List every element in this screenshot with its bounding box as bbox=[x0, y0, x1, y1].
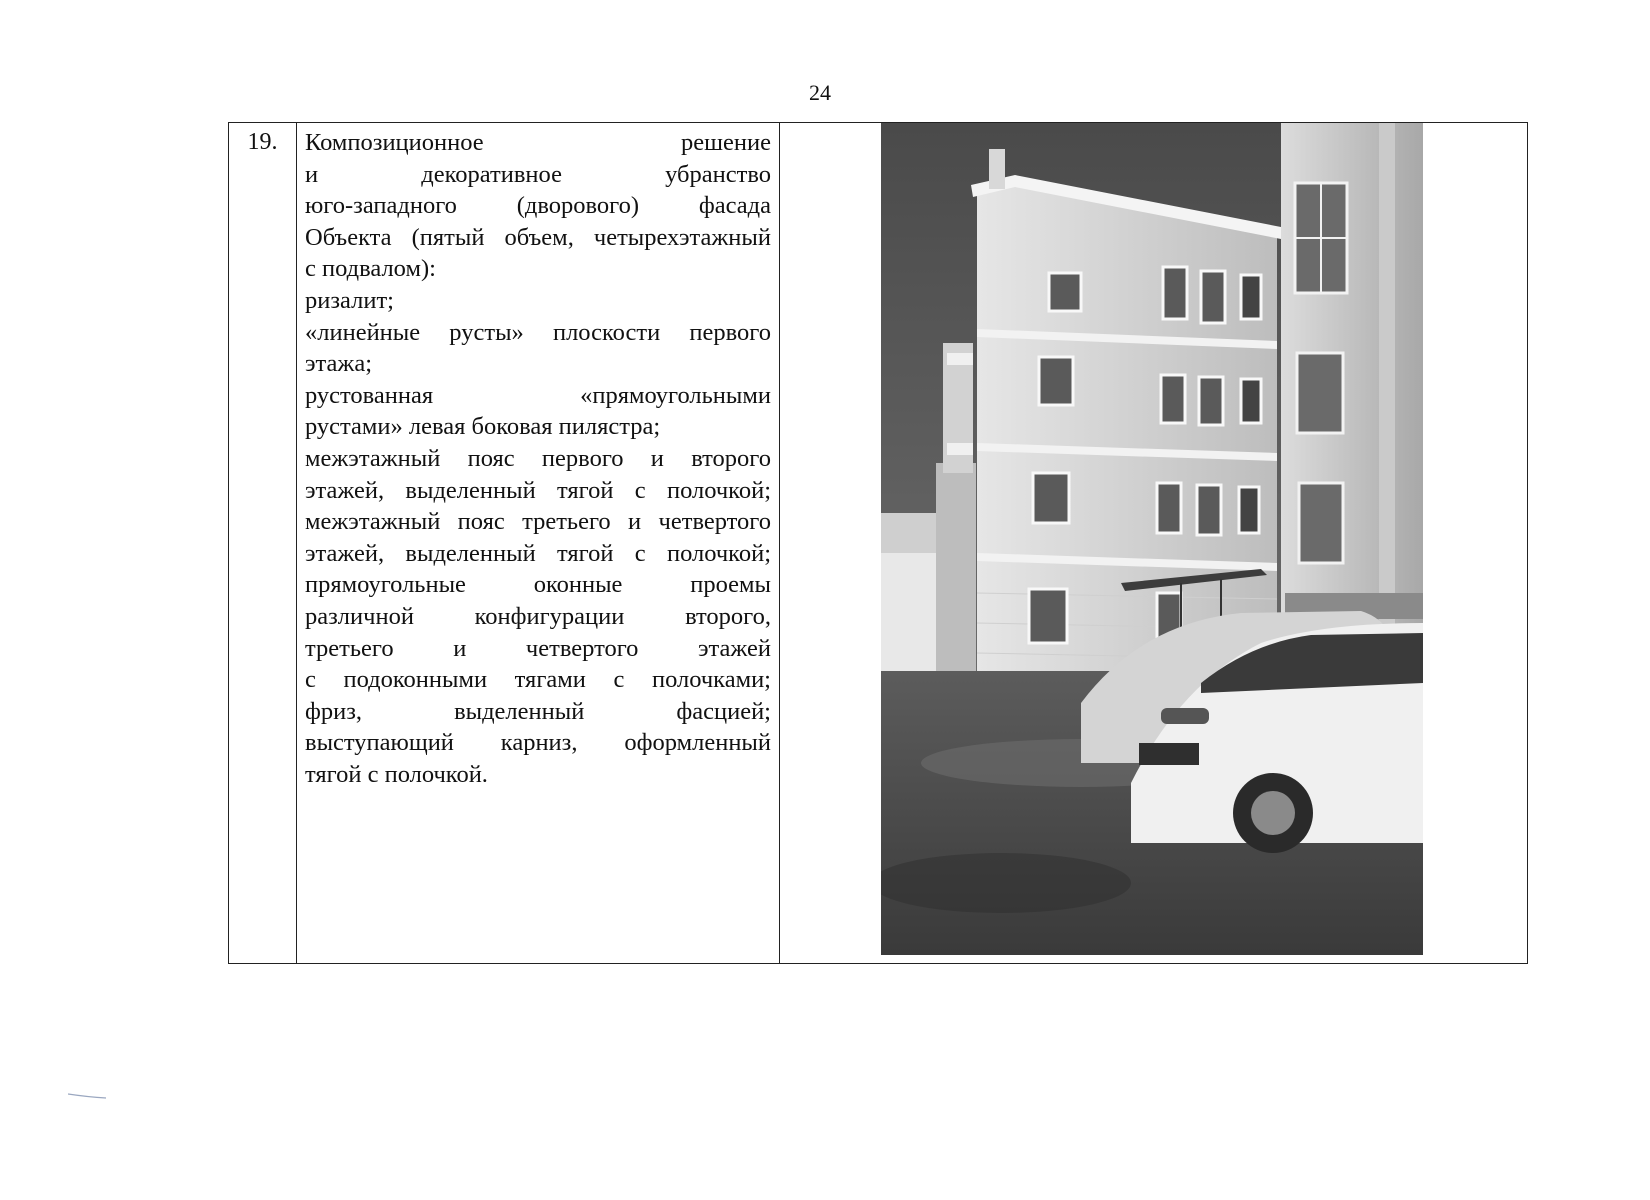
description-line: прямоугольные оконные проемы bbox=[305, 571, 771, 599]
description-line: межэтажный пояс третьего и четвертого bbox=[305, 508, 771, 536]
row-number: 19. bbox=[247, 129, 278, 155]
description-text bbox=[305, 127, 771, 790]
column-divider bbox=[296, 123, 297, 963]
description-line: этажа; bbox=[305, 350, 373, 378]
facade-photo-illustration bbox=[881, 123, 1423, 955]
description-line: тягой с полочкой. bbox=[305, 760, 488, 788]
description-line: Композиционное решение bbox=[305, 129, 771, 156]
description-line: ризалит; bbox=[305, 286, 394, 314]
description-line: Объекта (пятый объем, четырехэтажный bbox=[305, 223, 771, 251]
description-line: этажей, выделенный тягой с полочкой; bbox=[305, 539, 771, 567]
description-table bbox=[228, 122, 1528, 964]
scan-mark bbox=[68, 1093, 108, 1099]
description-line: различной конфигурации второго, bbox=[305, 602, 771, 630]
description-line: «линейные русты» плоскости первого bbox=[305, 318, 771, 346]
description-line: с подоконными тягами с полочками; bbox=[305, 666, 771, 694]
description-line: выступающий карниз, оформленный bbox=[305, 729, 771, 757]
column-divider bbox=[779, 123, 780, 963]
description-line: рустами» левая боковая пилястра; bbox=[305, 413, 661, 441]
page-number: 24 bbox=[809, 80, 831, 105]
description-line: рустованная «прямоугольными bbox=[305, 381, 771, 409]
description-line: и декоративное убранство bbox=[305, 160, 771, 188]
description-line: межэтажный пояс первого и второго bbox=[305, 444, 771, 472]
description-line: фриз, выделенный фасцией; bbox=[305, 697, 771, 725]
description-line: юго-западного (дворового) фасада bbox=[305, 192, 771, 220]
description-line: третьего и четвертого этажей bbox=[305, 634, 771, 662]
description-line: этажей, выделенный тягой с полочкой; bbox=[305, 476, 771, 504]
description-line: с подвалом): bbox=[305, 255, 436, 283]
facade-photo bbox=[881, 123, 1423, 955]
